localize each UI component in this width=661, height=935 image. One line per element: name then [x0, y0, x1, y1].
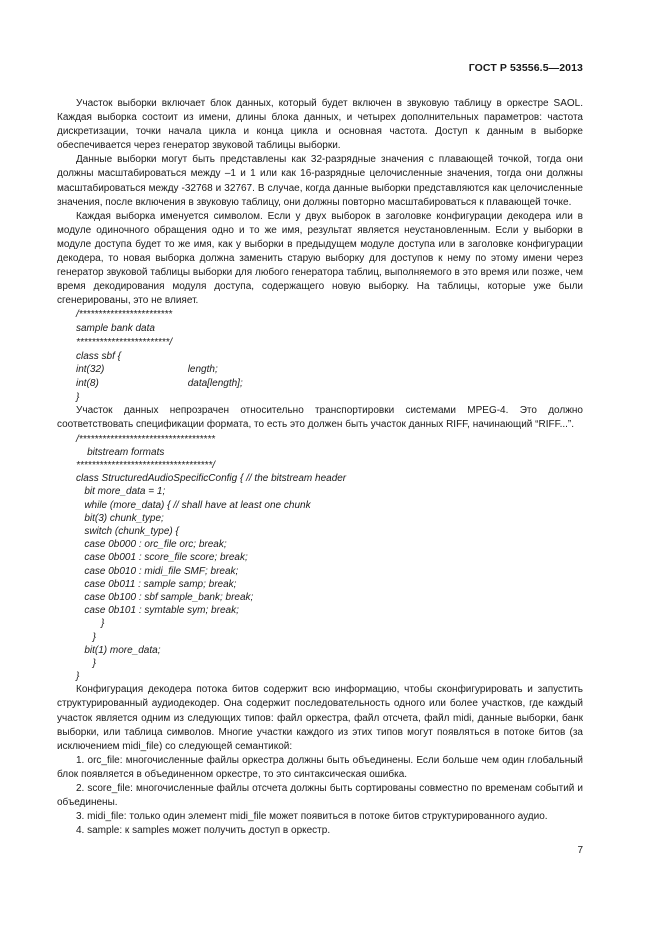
- code-line: bit(1) more_data;: [76, 644, 161, 656]
- page-body: [57, 97, 583, 838]
- code-line: case 0b001 : score_file score; break;: [76, 552, 248, 564]
- code-line: }: [76, 618, 105, 630]
- code-line: ***********************************/: [76, 459, 215, 471]
- code-line: int(32) length;: [76, 364, 218, 376]
- code-line: case 0b011 : sample samp; break;: [76, 578, 237, 590]
- code-line: while (more_data) { // shall have at least one chunk: [76, 499, 311, 511]
- code-line: case 0b000 : orc_file orc; break;: [76, 539, 227, 551]
- paragraph-data-chunk: Участок данных непрозрачен относительно транспортировки системами MPEG-4. Это должно соответствовать спецификации формата, то есть это должен быть участок данных RIFF, начинающий “RIFF...”.: [57, 405, 583, 431]
- paragraph-sample-naming: Каждая выборка именуется символом. Если у двух выборок в заголовке конфигурации декодера или в модуле одиночного обращения одно и то же имя, результат является неустановленным. Если у выборки в модуле доступа будет то же имя, как у выборки в предыдущем модуле доступа или в заголовке конфигурации декодера, то новая выборка должна заменить старую выборку для доступов к нему по этому имени через генератор звуковой таблицы выборки для любого генератора таблиц, выполняемого в это время или позже, чем время декодирования модуля доступа, содержащего новую выборку. На таблицы, которые уже были сгенерированы, это не влияет.: [57, 210, 583, 307]
- code-line: switch (chunk_type) {: [76, 525, 179, 537]
- list-item: 4. sample: к samples может получить доступ в оркестр.: [76, 825, 331, 837]
- code-block-sbf: [57, 308, 583, 404]
- code-line: }: [76, 391, 80, 403]
- code-line: case 0b101 : symtable sym; break;: [76, 605, 239, 617]
- page-number: 7: [577, 845, 583, 856]
- code-line: sample bank data: [76, 323, 155, 335]
- code-line: class sbf {: [76, 350, 122, 362]
- paragraph-sample-chunk: Участок выборки включает блок данных, который будет включен в звуковую таблицу в оркестре SAOL. Каждая выборка состоит из имени, длины блока данных, и четырех дополнительных параметров: частота дискретизации, точки начала цикла и конца цикла и основная частота. Доступ к данным в выборке обеспечивается через генератор звуковой таблицы выборки.: [57, 98, 583, 152]
- code-line: case 0b100 : sbf sample_bank; break;: [76, 591, 254, 603]
- code-line: ************************/: [76, 336, 173, 348]
- code-line: }: [76, 631, 97, 643]
- paragraph-decoder-config: Конфигурация декодера потока битов содержит всю информацию, чтобы сконфигурировать и запустить структурированный аудиодекодер. Она содержит последовательность одного или более участков, где каждый участок является одним из следующих типов: файл оркестра, файл отсчета, файл midi, данные выборки, банк выборки, или таблица символов. Многие участки каждого из этих типов могут появляться в потоке битов (за исключением midi_file) со следующей семантикой:: [57, 684, 583, 752]
- code-line: bit(3) chunk_type;: [76, 512, 164, 524]
- list-item: 2. score_file: многочисленные файлы отсчета должны быть сортированы совместно по временам событий и объединены.: [57, 783, 583, 809]
- paragraph-sample-data: Данные выборки могут быть представлены как 32-разрядные значения с плавающей точкой, тогда они должны масштабироваться между –1 и 1 или как 16-разрядные целочисленные значения, тогда они должны масштабироваться между -32768 и 32767. В случае, когда данные выборки представляются как целочисленные значения, после включения в звуковую таблицу, они должны повторно масштабироваться к плавающей точке.: [57, 154, 583, 208]
- code-line: class StructuredAudioSpecificConfig { // the bitstream header: [76, 473, 347, 485]
- code-line: bit more_data = 1;: [76, 486, 166, 498]
- code-line: bitstream formats: [76, 446, 165, 458]
- code-line: case 0b010 : midi_file SMF; break;: [76, 565, 239, 577]
- code-line: /************************: [76, 309, 173, 321]
- list-item: 3. midi_file: только один элемент midi_file может появиться в потоке битов структурированного аудио.: [76, 811, 548, 823]
- code-block-bitstream: [57, 433, 583, 684]
- document-id: ГОСТ Р 53556.5—2013: [468, 62, 583, 74]
- code-line: int(8) data[length];: [76, 377, 243, 389]
- code-line: }: [76, 671, 80, 683]
- code-line: }: [76, 657, 97, 669]
- code-line: /***********************************: [76, 433, 215, 445]
- list-item: 1. orc_file: многочисленные файлы оркестра должны быть объединены. Если больше чем один глобальный блок появляется в объединенном оркестре, то это синтаксическая ошибка.: [57, 754, 583, 780]
